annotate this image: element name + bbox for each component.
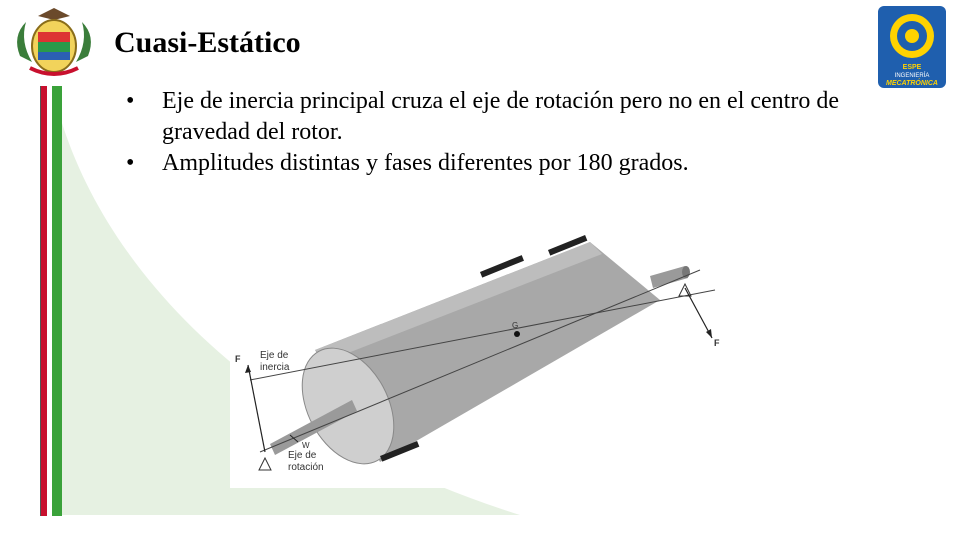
bullet-symbol: • [126, 88, 135, 114]
bullet-text: Eje de inercia principal cruza el eje de rotación pero no en el centro de gravedad del rotor. [162, 88, 839, 145]
rotation-axis-label-line1: Eje de [288, 450, 317, 461]
weight-label: W [302, 441, 310, 450]
inertia-axis-label-line1: Eje de [260, 350, 289, 361]
green-stripe [52, 86, 62, 516]
white-stripe [47, 86, 52, 516]
logo-text-line1: ESPE [902, 64, 922, 71]
center-label: G [512, 321, 519, 330]
bullet-symbol: • [126, 150, 135, 176]
bullet-text: Amplitudes distintas y fases diferentes por 180 grados. [162, 150, 689, 176]
slide-title: Cuasi-Estático [114, 26, 301, 59]
red-stripe [41, 86, 47, 516]
bullet-list [122, 86, 862, 179]
rotation-axis-label-line2: rotación [288, 462, 324, 473]
logo-text-line3: MECATRÓNICA [886, 80, 938, 87]
force-label-right: F [714, 338, 720, 348]
mecatronica-logo [878, 6, 946, 88]
inertia-axis-label-line2: inercia [260, 362, 290, 373]
bullet-item [122, 86, 862, 148]
bullet-item [122, 148, 862, 179]
logo-text-line2: INGENIERÍA [894, 73, 930, 79]
dark-stripe [40, 86, 41, 516]
rotor-diagram [230, 230, 730, 488]
coat-of-arms-logo [8, 6, 100, 82]
center-point [514, 331, 520, 337]
force-label-left: F [235, 354, 241, 364]
